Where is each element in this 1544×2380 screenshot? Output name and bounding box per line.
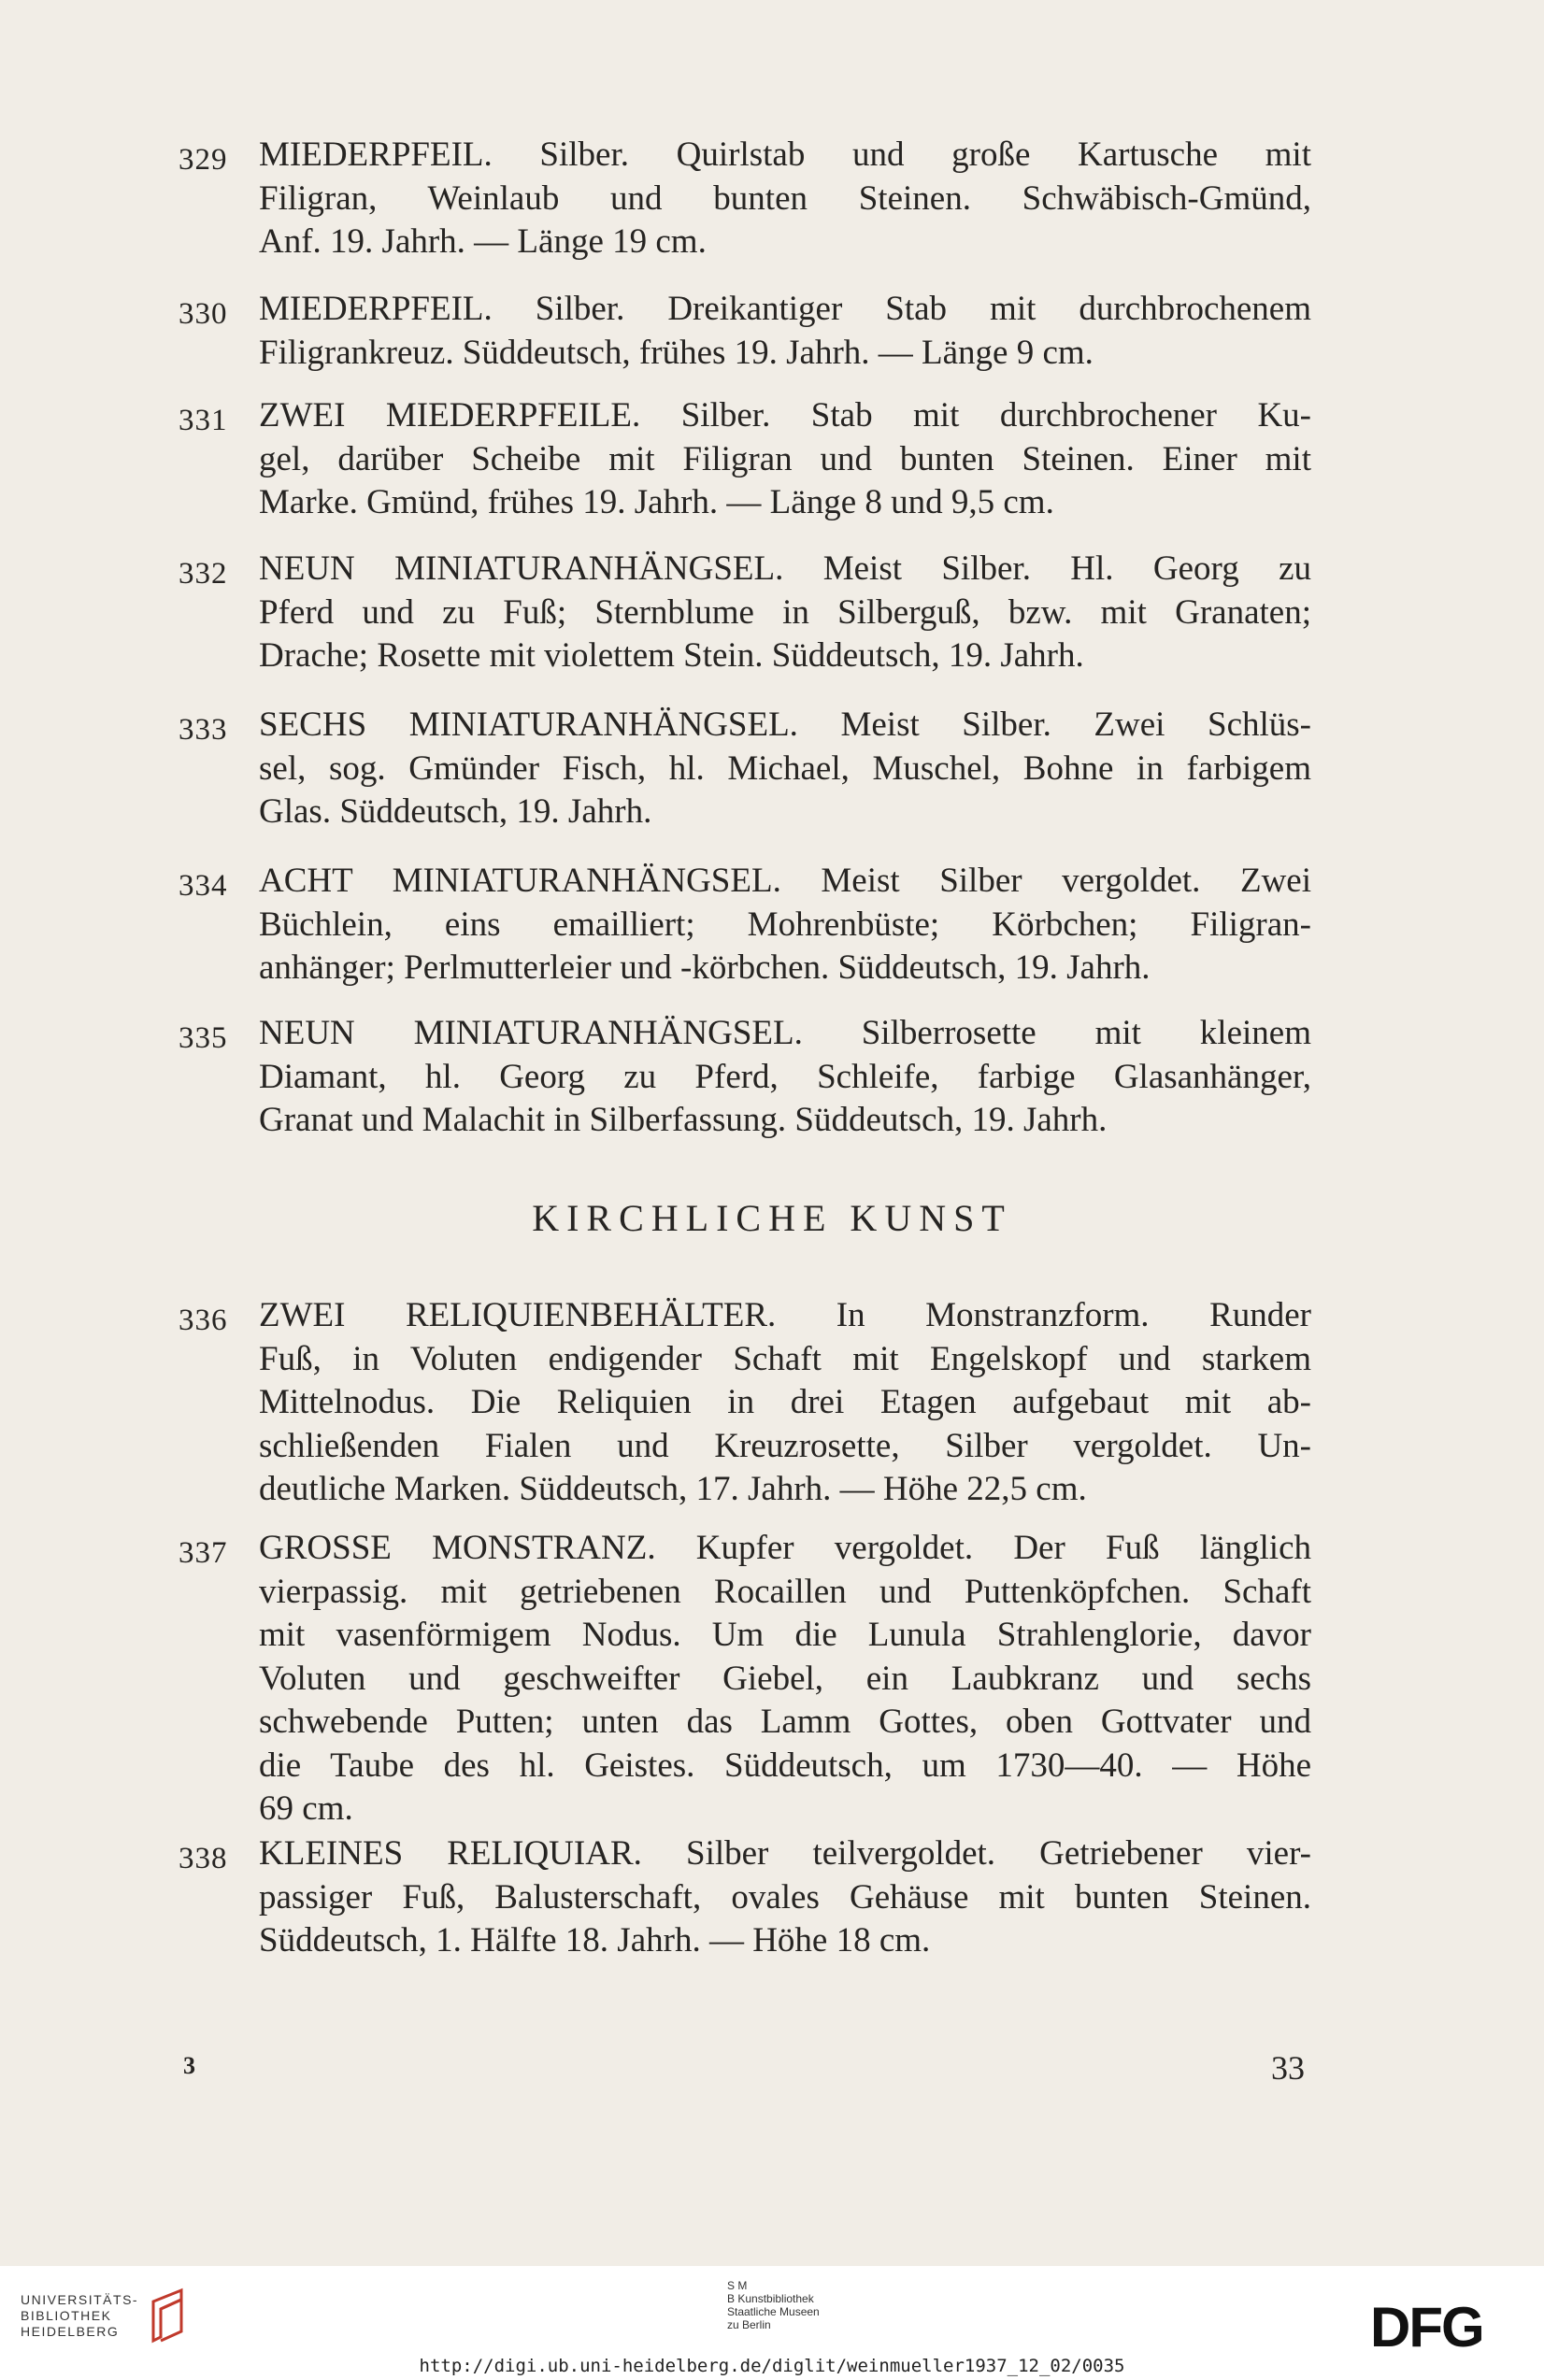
entry-text-line: Marke. Gmünd, frühes 19. Jahrh. — Länge 8 und 9,5 cm. (259, 483, 1054, 521)
entry-text-line: Drache; Rosette mit violettem Stein. Süddeutsch, 19. Jahrh. (259, 636, 1084, 675)
catalog-entry (179, 394, 1311, 525)
entry-text-line: Diamant, hl. Georg zu Pferd, Schleife, farbige Glasanhänger, (259, 1057, 1311, 1096)
entry-number: 336 (179, 1304, 228, 1337)
source-url-link[interactable]: http://digi.ub.uni-heidelberg.de/diglit/weinmueller1937_12_02/0035 (419, 2356, 1125, 2376)
museum-line: Staatliche Museen (727, 2305, 820, 2318)
catalog-entry (179, 860, 1311, 990)
entry-text-line: gel, darüber Scheibe mit Filigran und bunten Steinen. Einer mit (259, 439, 1311, 478)
entry-text-line: Voluten und geschweifter Giebel, ein Laubkranz und sechs (259, 1659, 1311, 1698)
catalog-entry (179, 1294, 1311, 1512)
entry-text-line: mit vasenförmigem Nodus. Um die Lunula Strahlenglorie, davor (259, 1616, 1311, 1654)
catalog-entry (179, 1832, 1311, 1963)
entry-text-line: MIEDERPFEIL. Silber. Quirlstab und große Kartusche mit (259, 135, 1311, 174)
catalog-entry (179, 1527, 1311, 1831)
entry-text-line: Pferd und zu Fuß; Sternblume in Silberguß, bzw. mit Granaten; (259, 592, 1311, 632)
entry-text-line: Süddeutsch, 1. Hälfte 18. Jahrh. — Höhe 18 cm. (259, 1921, 931, 1960)
entry-text-line: Glas. Süddeutsch, 19. Jahrh. (259, 792, 652, 831)
entry-text-line: Filigrankreuz. Süddeutsch, frühes 19. Jahrh. — Länge 9 cm. (259, 333, 1094, 372)
catalog-entry (179, 1012, 1311, 1143)
library-logo-icon (140, 2287, 187, 2346)
entry-number: 330 (179, 297, 228, 331)
entry-text-line: Anf. 19. Jahrh. — Länge 19 cm. (259, 222, 707, 261)
entry-text-line: KLEINES RELIQUIAR. Silber teilvergoldet. Getriebener vier- (259, 1834, 1311, 1873)
library-logo-text (21, 2292, 138, 2340)
catalog-entry (179, 704, 1311, 834)
entry-text-line: SECHS MINIATURANHÄNGSEL. Meist Silber. Zwei Schlüs- (259, 705, 1311, 744)
entry-number: 332 (179, 557, 228, 591)
library-line: BIBLIOTHEK (21, 2308, 112, 2323)
entry-text-line: NEUN MINIATURANHÄNGSEL. Meist Silber. Hl. Georg zu (259, 549, 1311, 588)
entry-number: 331 (179, 404, 228, 437)
entry-number: 335 (179, 1021, 228, 1055)
catalog-entry (179, 134, 1311, 264)
entry-text-line: Granat und Malachit in Silberfassung. Süddeutsch, 19. Jahrh. (259, 1101, 1108, 1139)
entry-text-line: Filigran, Weinlaub und bunten Steinen. Schwäbisch-Gmünd, (259, 178, 1311, 218)
entry-text-line: sel, sog. Gmünder Fisch, hl. Michael, Muschel, Bohne in farbigem (259, 748, 1311, 788)
entry-text-line: Mittelnodus. Die Reliquien in drei Etagen aufgebaut mit ab- (259, 1383, 1311, 1421)
entry-number: 329 (179, 143, 228, 177)
museum-line: S M (727, 2279, 748, 2292)
entry-text-line: vierpassig. mit getriebenen Rocaillen und Puttenköpfchen. Schaft (259, 1572, 1311, 1611)
entry-text-line: ZWEI MIEDERPFEILE. Silber. Stab mit durchbrochener Ku- (259, 396, 1311, 435)
entry-number: 338 (179, 1842, 228, 1875)
signature-mark: 3 (183, 2052, 195, 2079)
museum-line: zu Berlin (727, 2318, 771, 2331)
museum-logo-text (727, 2279, 820, 2331)
museum-line: B Kunstbibliothek (727, 2292, 814, 2305)
catalog-entry (179, 548, 1311, 678)
entry-text-line: MIEDERPFEIL. Silber. Dreikantiger Stab mit durchbrochenem (259, 290, 1311, 328)
footer-bar (0, 2266, 1544, 2380)
catalog-entry (179, 288, 1311, 375)
section-heading: KIRCHLICHE KUNST (532, 1197, 1012, 1239)
entry-text-line: 69 cm. (259, 1789, 353, 1828)
entry-text-line: schließenden Fialen und Kreuzrosette, Silber vergoldet. Un- (259, 1426, 1311, 1465)
entry-text-line: GROSSE MONSTRANZ. Kupfer vergoldet. Der Fuß länglich (259, 1529, 1311, 1567)
entry-text-line: deutliche Marken. Süddeutsch, 17. Jahrh. — Höhe 22,5 cm. (259, 1470, 1087, 1508)
entry-text-line: Fuß, in Voluten endigender Schaft mit Engelskopf und starkem (259, 1339, 1311, 1378)
entry-text-line: passiger Fuß, Balusterschaft, ovales Gehäuse mit bunten Steinen. (259, 1877, 1311, 1917)
page-number: 33 (1271, 2049, 1305, 2087)
library-line: UNIVERSITÄTS- (21, 2292, 139, 2307)
entry-number: 337 (179, 1536, 228, 1570)
entry-number: 333 (179, 713, 228, 747)
library-line: HEIDELBERG (21, 2324, 120, 2339)
entry-text-line: ZWEI RELIQUIENBEHÄLTER. In Monstranzform. Runder (259, 1296, 1311, 1334)
entry-text-line: ACHT MINIATURANHÄNGSEL. Meist Silber vergoldet. Zwei (259, 862, 1311, 900)
entry-text-line: schwebende Putten; unten das Lamm Gottes, oben Gottvater und (259, 1703, 1311, 1741)
entry-text-line: Büchlein, eins emailliert; Mohrenbüste; Körbchen; Filigran- (259, 905, 1311, 944)
dfg-logo: DFG (1370, 2296, 1483, 2359)
entry-number: 334 (179, 869, 228, 903)
entry-text-line: NEUN MINIATURANHÄNGSEL. Silberrosette mit kleinem (259, 1014, 1311, 1052)
entry-text-line: anhänger; Perlmutterleier und -körbchen. Süddeutsch, 19. Jahrh. (259, 948, 1151, 987)
entry-text-line: die Taube des hl. Geistes. Süddeutsch, um 1730—40. — Höhe (259, 1746, 1311, 1785)
